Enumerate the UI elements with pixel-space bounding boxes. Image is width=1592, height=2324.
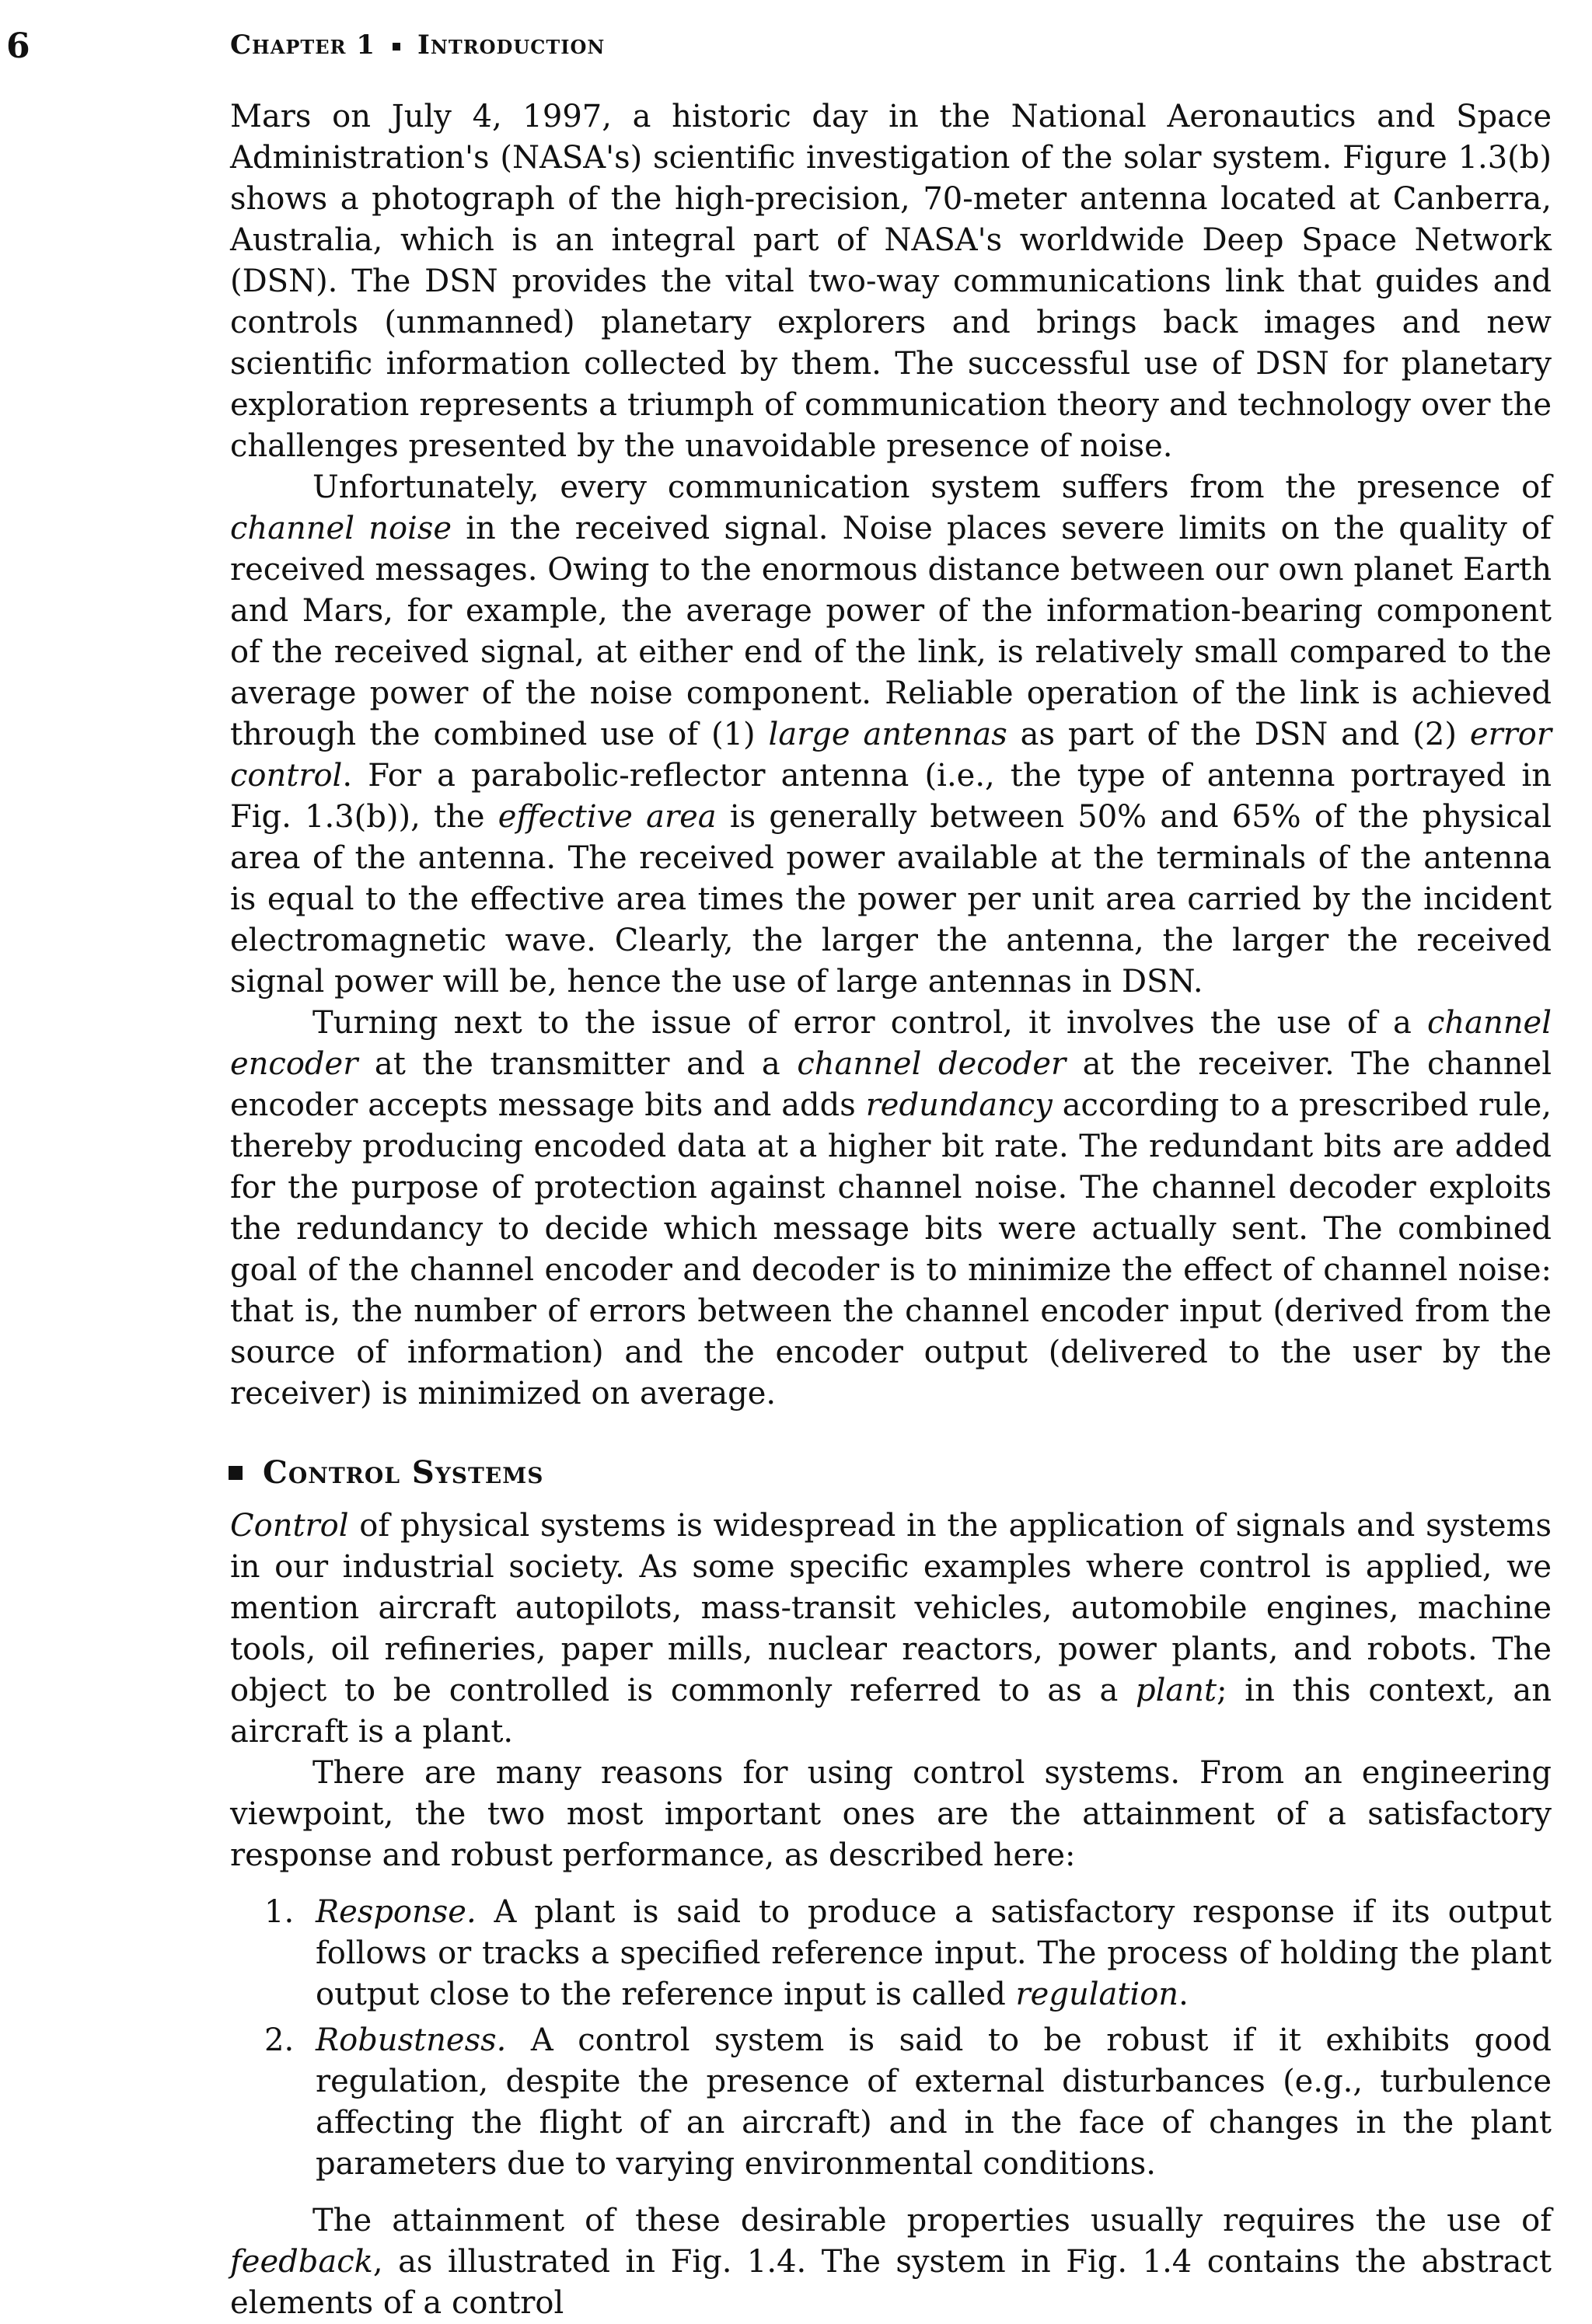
- chapter-title: Introduction: [417, 30, 606, 61]
- paragraph-control-reasons: There are many reasons for using control systems. From an engineering viewpoint, the two most important ones are the attainment of a satisfactory response and robust performance, as described here:: [230, 1755, 1552, 1873]
- chapter-label: Chapter 1: [230, 30, 375, 61]
- page-body: [230, 96, 1552, 2324]
- section-bullet-icon: [229, 1466, 243, 1480]
- reasons-list: [230, 1892, 1552, 2185]
- page-number: 6: [6, 26, 30, 66]
- list-item: 2. Robustness. A control system is said to be robust if it exhibits good regulation, despite the presence of external disturbances (e.g., turbulence affecting the flight of an aircraft) and in the face of changes in the plant parameters due to varying environmental conditions.: [316, 2020, 1552, 2185]
- list-number: 1.: [264, 1894, 295, 1930]
- list-item: 1. Response. A plant is said to produce a satisfactory response if its output follows or tracks a specified reference input. The process of holding the plant output close to the reference input is called regulation.: [316, 1892, 1552, 2015]
- section-title: Control Systems: [263, 1454, 544, 1491]
- paragraph-continued: Mars on July 4, 1997, a historic day in the National Aeronautics and Space Administration's (NASA's) scientific investigation of the solar system. Figure 1.3(b) shows a photograph of the high-precision, 70-meter antenna located at Canberra, Australia, which is an integral part of NASA's worldwide Deep Space Network (DSN). The DSN provides the vital two-way communications link that guides and controls (unmanned) planetary explorers and brings back images and new scientific information collected by them. The successful use of DSN for planetary exploration represents a triumph of communication theory and technology over the challenges presented by the unavoidable presence of noise.: [230, 99, 1552, 464]
- running-head: [230, 30, 605, 61]
- paragraph-feedback: The attainment of these desirable properties usually requires the use of feedback, as illustrated in Fig. 1.4. The system in Fig. 1.4 contains the abstract elements of a control: [230, 2203, 1552, 2321]
- section-heading: [229, 1452, 1552, 1493]
- paragraph-error-control: Turning next to the issue of error control, it involves the use of a channel encoder at the transmitter and a channel decoder at the receiver. The channel encoder accepts message bits and adds redundancy according to a prescribed rule, thereby producing encoded data at a higher bit rate. The redundant bits are added for the purpose of protection against channel noise. The channel decoder exploits the redundancy to decide which message bits were actually sent. The combined goal of the channel encoder and decoder is to minimize the effect of channel noise: that is, the number of errors between the channel encoder input (derived from the source of information) and the encoder output (delivered to the user by the receiver) is minimized on average.: [230, 1005, 1552, 1411]
- list-number: 2.: [264, 2022, 295, 2058]
- paragraph-control-intro: Control of physical systems is widespread in the application of signals and systems in our industrial society. As some specific examples where control is applied, we mention aircraft autopilots, mass-transit vehicles, automobile engines, machine tools, oil refineries, paper mills, nuclear reactors, power plants, and robots. The object to be controlled is commonly referred to as a plant; in this context, an aircraft is a plant.: [230, 1508, 1552, 1750]
- bullet-separator-icon: [393, 43, 400, 51]
- paragraph-channel-noise: Unfortunately, every communication system suffers from the presence of channel noise in the received signal. Noise places severe limits on the quality of received messages. Owing to the enormous distance between our own planet Earth and Mars, for example, the average power of the information-bearing component of the received signal, at either end of the link, is relatively small compared to the average power of the noise component. Reliable operation of the link is achieved through the combined use of (1) large antennas as part of the DSN and (2) error control. For a parabolic-reflector antenna (i.e., the type of antenna portrayed in Fig. 1.3(b)), the effective area is generally between 50% and 65% of the physical area of the antenna. The received power available at the terminals of the antenna is equal to the effective area times the power per unit area carried by the incident electromagnetic wave. Clearly, the larger the antenna, the larger the received signal power will be, hence the use of large antennas in DSN.: [230, 469, 1552, 1000]
